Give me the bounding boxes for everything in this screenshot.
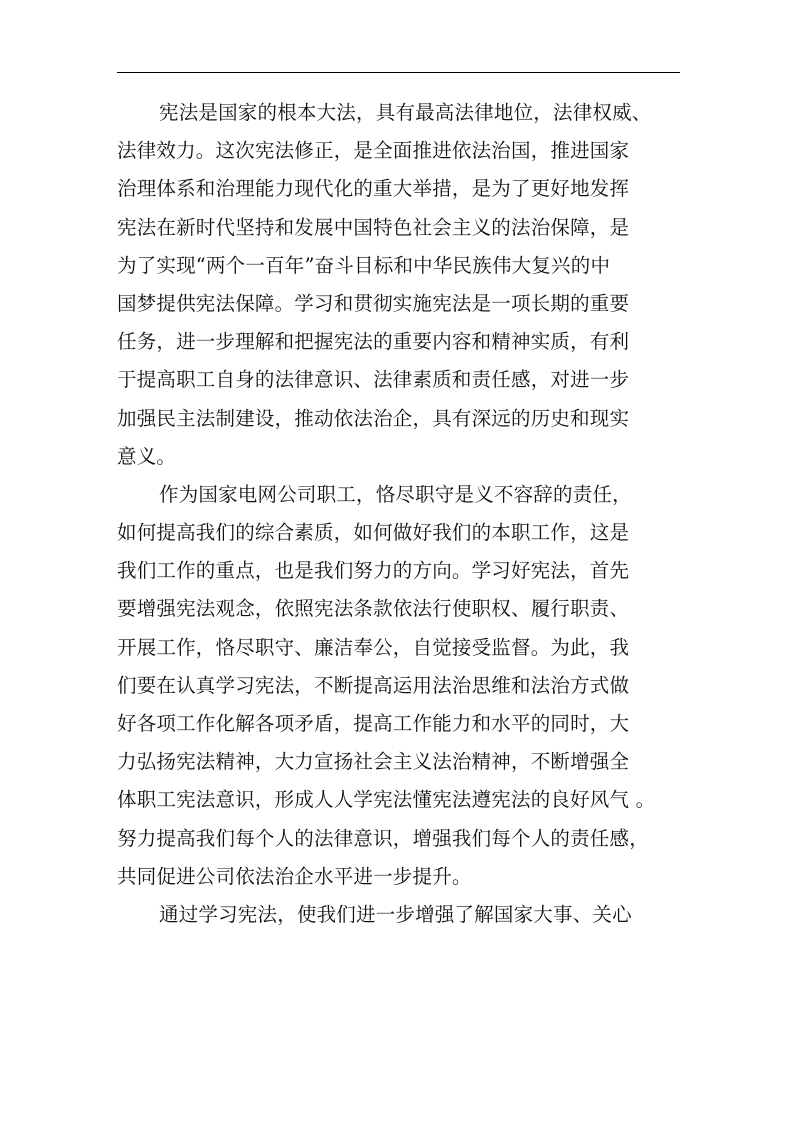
- header-rule: [117, 72, 680, 73]
- paragraph-line: 任务，进一步理解和把握宪法的重要内容和精神实质，有利: [117, 330, 630, 354]
- paragraph-line: 法律效力。这次宪法修正，是全面推进依法治国，推进国家: [117, 139, 630, 163]
- paragraph-line: 我们工作的重点，也是我们努力的方向。学习好宪法，首先: [117, 559, 630, 583]
- paragraph-line: 努力提高我们每个人的法律意识，增强我们每个人的责任感，: [117, 826, 649, 850]
- paragraph-line: 宪法是国家的根本大法，具有最高法律地位，法律权威、: [159, 101, 652, 124]
- paragraph-line: 宪法在新时代坚持和发展中国特色社会主义的法治保障，是: [117, 215, 630, 239]
- paragraph-line: 意义。: [117, 444, 177, 468]
- paragraph-line: 要增强宪法观念，依照宪法条款依法行使职权、履行职责、: [117, 597, 630, 621]
- paragraph-line: 国梦提供宪法保障。学习和贯彻实施宪法是一项长期的重要: [117, 291, 630, 315]
- paragraph-line: 通过学习宪法，使我们进一步增强了解国家大事、关心: [159, 902, 632, 926]
- document-body: [117, 94, 687, 934]
- paragraph-line: 好各项工作化解各项矛盾，提高工作能力和水平的同时，大: [117, 712, 630, 735]
- paragraph-line: 们要在认真学习宪法，不断提高运用法治思维和法治方式做: [117, 673, 630, 697]
- paragraph-line: 加强民主法制建设，推动依法治企，具有深远的历史和现实: [117, 406, 630, 430]
- paragraph-line: 于提高职工自身的法律意识、法律素质和责任感，对进一步: [117, 368, 630, 392]
- paragraph-line: 治理体系和治理能力现代化的重大举措，是为了更好地发挥: [117, 177, 630, 201]
- paragraph-line: 共同促进公司依法治企水平进一步提升。: [117, 864, 472, 888]
- paragraph-line: 为了实现“两个一百年”奋斗目标和中华民族伟大复兴的中: [117, 253, 611, 277]
- paragraph-line: 作为国家电网公司职工，恪尽职守是义不容辞的责任，: [159, 482, 632, 506]
- paragraph-line: 力弘扬宪法精神，大力宣扬社会主义法治精神，不断增强全: [117, 750, 630, 774]
- paragraph-line: 开展工作，恪尽职守、廉洁奉公，自觉接受监督。为此，我: [117, 635, 630, 659]
- paragraph-line: 如何提高我们的综合素质，如何做好我们的本职工作，这是: [117, 521, 630, 545]
- paragraph-line: 体职工宪法意识，形成人人学宪法懂宪法遵宪法的良好风气 。: [117, 788, 656, 812]
